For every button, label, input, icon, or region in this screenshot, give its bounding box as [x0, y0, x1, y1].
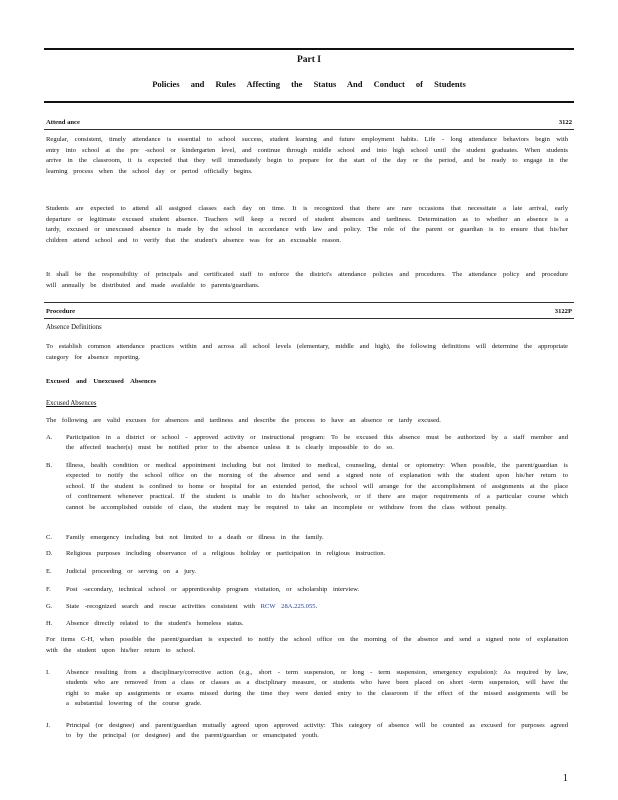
list-item-c [46, 533, 568, 543]
attendance-paragraph-3: It shall be the responsibility of principals and certificated staff to enforce the district's attendance policies and procedures. The attendance policy and procedure will annually be distributed and made available to parents/guardians. [46, 271, 568, 289]
attendance-paragraph-2: Students are expected to attend all assigned classes each day on time. It is recognized that there are rare occasions that necessitate a late arrival, early departure or legitimate excused student absence. Teachers will keep a record of student absences and tardiness. Determination as to whether an absence is a tardy, excused or unexcused absence is made by the school in accordance with law and policy. The role of the parent or guardian is to ensure that his/her children attend school and to verify that the student's absence was for an excusable reason. [46, 205, 568, 245]
notification-paragraph: For items C-H, when possible the parent/guardian is expected to notify the school office on the morning of the absence and send a signed note of explanation with the student upon his/her return to school. [46, 636, 568, 654]
list-item-text: Religious purposes including observance of a religious holiday or participation in religious instruction. [66, 550, 386, 557]
list-marker: E. [46, 568, 52, 575]
list-item-a [46, 433, 568, 454]
list-item-b [46, 461, 568, 513]
list-marker: B. [46, 462, 53, 469]
list-item-text: Post -secondary, technical school or apprenticeship program visitation, or scholarship interview. [66, 586, 360, 593]
title-rule [44, 101, 574, 103]
attendance-title: Attend ance [46, 119, 80, 126]
list-item-e [46, 567, 568, 577]
attendance-policy-code: 3122 [558, 119, 572, 126]
list-item-j [46, 721, 568, 742]
absence-definitions-heading: Absence Definitions [46, 324, 102, 331]
list-marker: D. [46, 550, 53, 557]
list-item-text: Judicial proceeding or serving on a jury. [66, 568, 196, 575]
attendance-paragraph-1: Regular, consistent, timely attendance is essential to school success, student learning and future employment habits. Life - long attendance behaviors begin with entry into school at the pre -school or kindergarten level, and continue through middle school and into high school until the student graduates. When students arrive in the classroom, it is expected that they will immediately begin to prepare for the start of the day or the period, and be ready to engage in the learning process when the school day or period officially begins. [46, 136, 568, 176]
list-marker: F. [46, 586, 51, 593]
procedure-rule [44, 318, 574, 319]
procedure-heading [46, 308, 572, 315]
list-marker: J. [46, 722, 51, 729]
page-number: 1 [562, 773, 568, 784]
list-marker: H. [46, 620, 53, 627]
list-item-text: Absence directly related to the student's homeless status. [66, 620, 244, 627]
procedure-top-rule [44, 302, 574, 303]
list-item-g [46, 602, 568, 612]
list-item-text [66, 602, 568, 612]
list-marker: I. [46, 669, 50, 676]
list-marker: G. [46, 603, 53, 610]
list-marker: A. [46, 434, 53, 441]
list-item-text: Family emergency including but not limited to a death or illness in the family. [66, 534, 324, 541]
excused-unexcused-heading: Excused and Unexcused Absences [46, 378, 157, 385]
rcw-link[interactable]: RCW 28A.225.055 [260, 603, 316, 610]
procedure-title: Procedure [46, 308, 76, 315]
list-item-f [46, 585, 568, 595]
list-item-text: Illness, health condition or medical appointment including but not limited to medical, counseling, dental or optometry: When possible, the parent/guardian is expected to notify the school office on the morning of the absence and send a signed note of explanation with the student upon his/her return to school. If the student is confined to home or hospital for an extended period, the school will arrange for the accomplishment of assignments at the place of confinement whenever practical. If the student is unable to do his/her schoolwork, or if there are major requirements of a particular course which cannot be accomplished outside of class, the student may be required to take an incomplete or withdraw from the class without penalty. [66, 462, 568, 511]
list-item-i [46, 668, 568, 710]
list-item-text-after-link: . [315, 603, 318, 610]
list-item-text-before-link: State -recognized search and rescue activities consistent with [66, 603, 255, 610]
list-item-text: Principal (or designee) and parent/guardian mutually agreed upon approved activity: This category of absence will be counted as excused for purposes agreed to by the principal (or designee) and the parent/guardian or emancipated youth. [66, 722, 568, 740]
attendance-heading [46, 119, 572, 126]
document-title: Policies and Rules Affecting the Status And Conduct of Students [152, 79, 466, 89]
top-rule [44, 48, 574, 50]
list-item-h [46, 619, 568, 629]
list-item-text: Participation in a district or school - approved activity or instructional program: To be excused this absence must be authorized by a staff member and the affected teacher(s) must be notified prior to the absence unless it is clearly impossible to do so. [66, 434, 568, 452]
part-heading: Part I [296, 55, 321, 65]
excused-intro: The following are valid excuses for absences and tardiness and describe the process to have an absence or tardy excused. [46, 417, 441, 424]
list-marker: C. [46, 534, 53, 541]
procedure-code: 3122P [554, 308, 572, 315]
procedure-intro: To establish common attendance practices within and across all school levels (elementary, middle and high), the following definitions will determine the appropriate category for absence reporting. [46, 343, 568, 361]
list-item-d [46, 549, 568, 559]
attendance-rule [44, 129, 574, 130]
list-item-text: Absence resulting from a disciplinary/corrective action (e.g., short - term suspension, or long - term suspension, emergency expulsion): As required by law, students who are removed from a class or classes as a disciplinary measure, or students who have been placed on short -term suspension, will have the right to make up assignments or exams missed during the time they were denied entry to the classroom if the effect of the missed assignments will be a substantial lowering of the course grade. [66, 669, 568, 708]
excused-absences-heading: Excused Absences [46, 400, 97, 407]
